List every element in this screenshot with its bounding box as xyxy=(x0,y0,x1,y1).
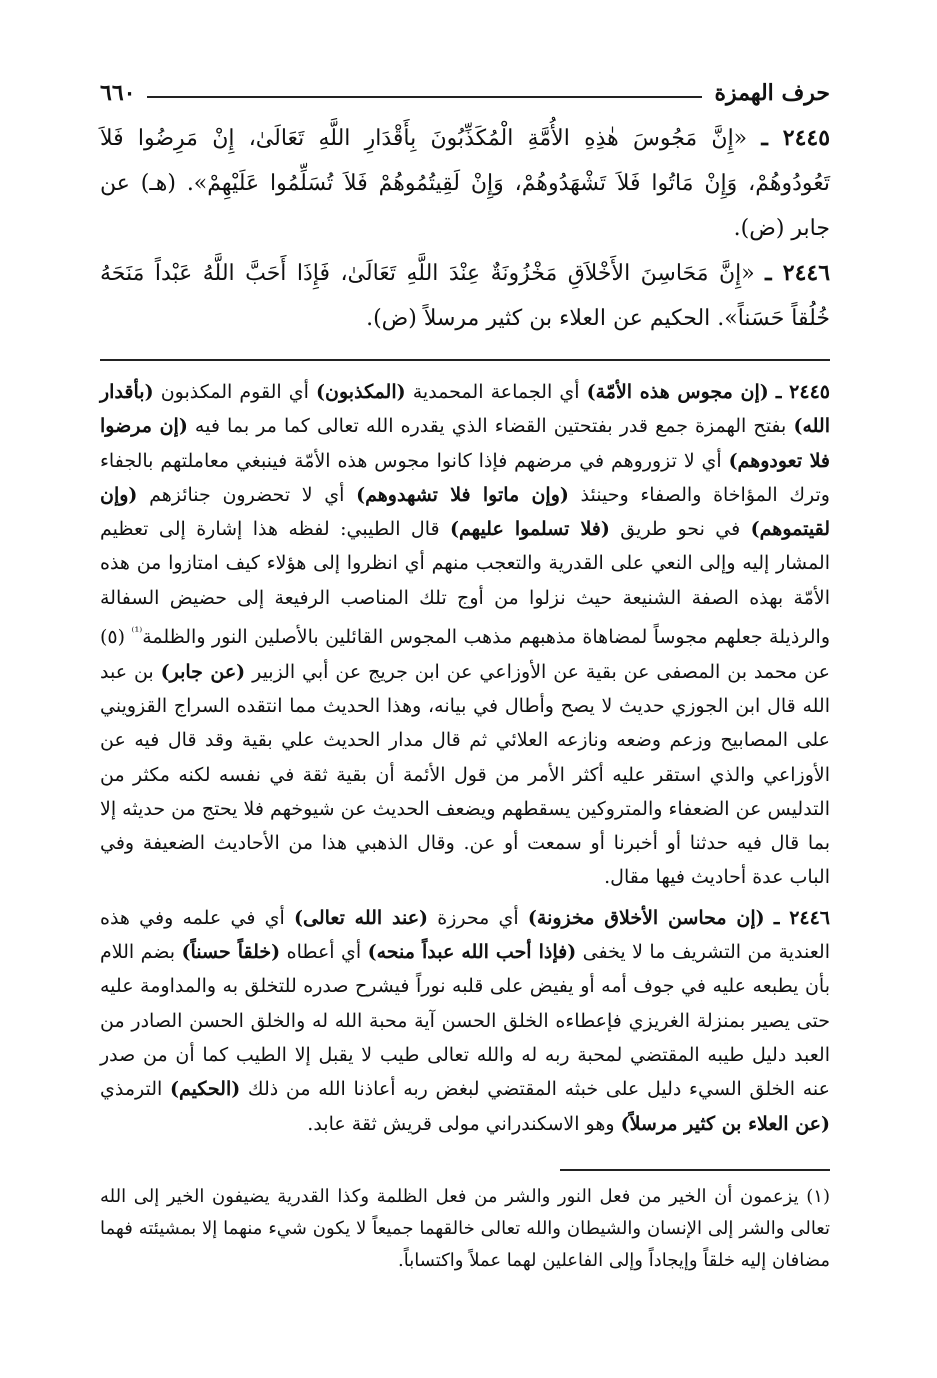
hadith-section xyxy=(100,116,830,341)
commentary-2446 xyxy=(100,901,830,1141)
commentary-fragment: الترمذي xyxy=(100,1078,171,1101)
commentary-keyword: (خلقاً حسناً) xyxy=(181,941,281,964)
page-number: ٦٦٠ xyxy=(100,80,136,106)
commentary-text xyxy=(100,907,830,1135)
commentary-fragment: أي أعطاه xyxy=(280,941,368,964)
footnote-marker: ⁽¹⁾ xyxy=(131,625,143,640)
header-rule xyxy=(147,96,702,98)
commentary-fragment: بن عبد الله قال ابن الجوزي حديث لا يصح وأطال في بيانه، وهذا الحديث مما انتقده السراج القزويني على المصابيح وزعم وضعه ونازعه العلائي ثم قال مدار الحديث علي بقية وقد قال فيه عن الأوزاعي والذي استقر عليه أكثر الأمر من قول الأئمة أن بقية ثقة في نفسه لكنه مكثر من التدليس عن الضعفاء والمتروكين يسقطهم ويضعف الحديث عن شيوخهم فلا يحتج من حديثه إلا بما قال فيه حدثنا أو أخبرنا أو سمعت أو عن. وقال الذهبي هذا من الأحاديث الضعيفة وفي الباب عدة أحاديث فيها مقال. xyxy=(100,660,830,889)
commentary-keyword: (وإن ماتوا فلا تشهدوهم) xyxy=(356,483,569,506)
running-header xyxy=(100,70,830,106)
hadith-text: «إِنَّ مَجُوسَ هٰذِهِ الأُمَّةِ الْمُكَذِّبُونَ بِأَقْدَارِ اللَّهِ تَعَالَىٰ، إِنْ مَرِضُوا فَلاَ تَعُودُوهُمْ، وَإِنْ مَاتُوا فَلاَ تَشْهَدُوهُمْ، وَإِنْ لَقِيتُمُوهُمْ فَلاَ تُسَلِّمُوا عَلَيْهِمْ». (هـ) عن جابر (ض). xyxy=(100,126,830,241)
commentary-keyword: (إن مرضوا فلا تعودوهم) xyxy=(100,415,830,472)
commentary-fragment: (٥) عن محمد بن المصفى عن بقية عن الأوزاعي عن ابن جريج عن أبي الزبير xyxy=(100,626,830,683)
commentary-fragment: قال الطيبي: لفظه هذا إشارة إلى تعظيم المشار إليه وإلى النعي على القدرية والتعجب منهم أي انظروا إلى هؤلاء كيف امتازوا من هذه الأمّة بهذه الصفة الشنيعة حيث نزلوا من أوج تلك المناصب الرفيعة إلى حضيض السفالة والرذيلة جعلهم مجوساً لمضاهاة مذهبهم مذهب المجوس القائلين بالأصلين النور والظلمة xyxy=(100,518,831,649)
hadith-number: ٢٤٤٦ ـ xyxy=(765,260,831,286)
commentary-keyword: (وإن لقيتموهم) xyxy=(100,483,830,541)
commentary-keyword: (عند الله تعالى) xyxy=(294,906,429,929)
commentary-fragment: أي لا تزوروهم في مرضهم فإذا كانوا مجوس هذه الأمّة فينبغي معاملتهم بالجفاء وترك المؤاخاة والصفاء وحينئذ xyxy=(100,449,830,506)
commentary-2445 xyxy=(100,375,830,895)
commentary-section xyxy=(100,375,830,1141)
commentary-fragment: أي القوم المكذبون xyxy=(153,381,317,403)
commentary-keyword: (المكذبون) xyxy=(316,381,406,403)
commentary-keyword: (الحكيم) xyxy=(170,1078,241,1101)
footnote-text: يزعمون أن الخير من فعل النور والشر من فعل الظلمة وكذا القدرية يضيفون الخير إلى الله تعالى والشر إلى الإنسان والشيطان والله تعالى خالقهما جميعاً لا يكون شيء منهما إلا بمشيئته فهما مضافان إليه خلقاً وإيجاداً وإلى الفاعلين لهما عملاً واكتساباً. xyxy=(100,1185,830,1271)
commentary-keyword: (فإذا أحب الله عبداً منحه) xyxy=(367,941,577,964)
footnote-divider xyxy=(560,1169,830,1171)
chapter-title: حرف الهمزة xyxy=(714,80,830,106)
commentary-fragment: بضم اللام بأن يطبعه عليه في جوف أمه أو يفيض على قلبه نوراً فيشرح صدره للتخلق به والمداومة عليه حتى يصير بمنزلة الغريزي فإعطاءه الخلق الحسن آية محبة الله له والخلق الحسن الصادر من العبد دليل طيبه المقتضي لمحبة ربه له والله تعالى طيب لا يقبل إلا الطيب كما أن من صدر عنه الخلق السيء دليل على خبثه المقتضي لبغض ربه أعاذنا الله من ذلك xyxy=(100,941,830,1101)
commentary-number: ٢٤٤٥ ـ xyxy=(775,381,830,403)
commentary-fragment: أي الجماعة المحمدية xyxy=(405,381,587,403)
commentary-keyword: (عن جابر) xyxy=(160,660,246,683)
commentary-keyword: (إن مجوس هذه الأمّة) xyxy=(586,381,769,403)
hadith-2445 xyxy=(100,116,830,251)
hadith-text: «إِنَّ مَحَاسِنَ الأَخْلاَقِ مَخْزُونَةٌ عِنْدَ اللَّهِ تَعَالَىٰ، فَإِذَا أَحَبَّ اللَّهُ عَبْداً مَنَحَهُ خُلُقاً حَسَناً». الحكيم عن العلاء بن كثير مرسلاً (ض). xyxy=(100,261,830,331)
section-divider xyxy=(100,359,830,361)
hadith-number: ٢٤٤٥ ـ xyxy=(761,125,831,151)
commentary-fragment: في نحو طريق xyxy=(609,518,751,541)
commentary-keyword: (عن العلاء بن كثير مرسلاً) xyxy=(620,1112,830,1135)
hadith-2446 xyxy=(100,251,830,341)
commentary-keyword: (إن محاسن الأخلاق مخزونة) xyxy=(527,906,765,929)
commentary-fragment: أي محرزة xyxy=(428,906,528,929)
commentary-number: ٢٤٤٦ ـ xyxy=(773,906,831,929)
commentary-fragment: أي لا تحضرون جنائزهم xyxy=(137,483,357,506)
commentary-fragment: وهو الاسكندراني مولى قريش ثقة عابد. xyxy=(307,1112,621,1135)
footnotes-section xyxy=(100,1181,830,1277)
commentary-fragment: بفتح الهمزة جمع قدر بفتحتين القضاء الذي يقدره الله تعالى كما مر بما فيه xyxy=(187,415,794,438)
footnote-1 xyxy=(100,1181,830,1277)
commentary-text xyxy=(100,381,830,888)
commentary-fragment: أي في علمه وفي هذه العندية من التشريف ما لا يخفى xyxy=(100,906,830,964)
footnote-number: (١) xyxy=(806,1185,830,1207)
commentary-keyword: (بأقدار الله) xyxy=(100,381,830,438)
book-page xyxy=(100,70,830,1277)
commentary-keyword: (فلا تسلموا عليهم) xyxy=(450,518,610,541)
